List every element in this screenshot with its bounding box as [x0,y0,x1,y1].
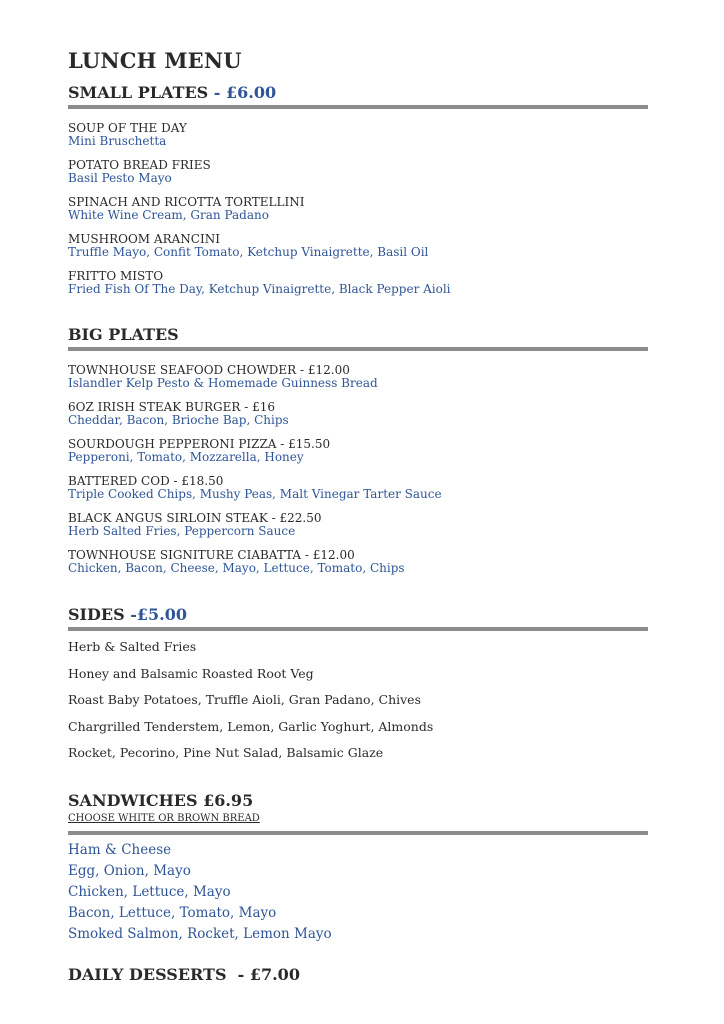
small-plates-price: - £6.00 [208,83,277,102]
item-description: Mini Bruschetta [68,134,167,148]
menu-item [68,233,648,259]
item-description: Fried Fish Of The Day, Ketchup Vinaigrette, Black Pepper Aioli [68,282,451,296]
item-name: BATTERED COD - £18.50 [68,474,224,488]
item-description: Triple Cooked Chips, Mushy Peas, Malt Vinegar Tarter Sauce [68,487,442,501]
section-heading-sides [68,604,648,626]
item-name: FRITTO MISTO [68,269,164,283]
small-plates-list [68,122,648,296]
side-item: Roast Baby Potatoes, Truffle Aioli, Gran Padano, Chives [68,692,421,707]
menu-title: LUNCH MENU [68,48,242,73]
item-description: Herb Salted Fries, Peppercorn Sauce [68,524,296,538]
bread-choice-note: CHOOSE WHITE OR BROWN BREAD [68,813,260,824]
sandwich-item: Egg, Onion, Mayo [68,863,191,879]
section-desserts [68,964,648,986]
menu-item [68,196,648,222]
big-plates-list [68,364,648,575]
sides-heading-text: SIDES [68,605,131,624]
section-heading-sandwiches: SANDWICHES £6.95 [68,791,254,810]
item-description: White Wine Cream, Gran Padano [68,208,269,222]
section-divider [68,347,648,351]
menu-item [68,401,648,427]
item-description: Chicken, Bacon, Cheese, Mayo, Lettuce, Tomato, Chips [68,561,405,575]
section-sides [68,604,648,760]
section-divider [68,831,648,835]
item-name: 6OZ IRISH STEAK BURGER - £16 [68,400,276,414]
menu-item [68,475,648,501]
menu-item [68,549,648,575]
menu-item [68,122,648,148]
section-heading-desserts: DAILY DESSERTS - £7.00 [68,965,300,984]
sandwich-item: Ham & Cheese [68,842,172,858]
side-item: Herb & Salted Fries [68,639,197,654]
menu-item [68,512,648,538]
section-small-plates [68,82,648,296]
item-name: BLACK ANGUS SIRLOIN STEAK - £22.50 [68,511,322,525]
sandwich-item: Chicken, Lettuce, Mayo [68,884,231,900]
menu-item [68,159,648,185]
big-plates-heading-text: BIG PLATES [68,325,179,344]
sandwich-item: Smoked Salmon, Rocket, Lemon Mayo [68,926,332,942]
item-name: MUSHROOM ARANCINI [68,232,220,246]
menu-item [68,270,648,296]
small-plates-heading-text: SMALL PLATES [68,83,209,102]
section-divider [68,105,648,109]
menu-item [68,364,648,390]
section-heading-small-plates [68,82,648,104]
side-item: Chargrilled Tenderstem, Lemon, Garlic Yoghurt, Almonds [68,718,434,734]
item-name: POTATO BREAD FRIES [68,158,211,172]
item-description: Basil Pesto Mayo [68,171,172,185]
sandwich-item: Bacon, Lettuce, Tomato, Mayo [68,905,277,921]
sides-list [68,640,648,760]
section-sandwiches [68,790,648,945]
item-description: Truffle Mayo, Confit Tomato, Ketchup Vinaigrette, Basil Oil [68,245,429,259]
item-description: Pepperoni, Tomato, Mozzarella, Honey [68,450,304,464]
sandwich-list [68,840,648,945]
menu-item [68,438,648,464]
item-name: TOWNHOUSE SIGNITURE CIABATTA - £12.00 [68,548,355,562]
side-item: Honey and Balsamic Roasted Root Veg [68,665,314,681]
section-divider [68,627,648,631]
item-name: TOWNHOUSE SEAFOOD CHOWDER - £12.00 [68,363,350,377]
section-heading-big-plates [68,324,648,346]
item-description: Cheddar, Bacon, Brioche Bap, Chips [68,413,289,427]
item-name: SOUP OF THE DAY [68,121,187,135]
item-name: SPINACH AND RICOTTA TORTELLINI [68,195,305,209]
item-description: Islandler Kelp Pesto & Homemade Guinness Bread [68,376,378,390]
side-item: Rocket, Pecorino, Pine Nut Salad, Balsamic Glaze [68,745,384,760]
section-big-plates [68,324,648,575]
sides-price: -£5.00 [130,605,187,624]
item-name: SOURDOUGH PEPPERONI PIZZA - £15.50 [68,437,331,451]
